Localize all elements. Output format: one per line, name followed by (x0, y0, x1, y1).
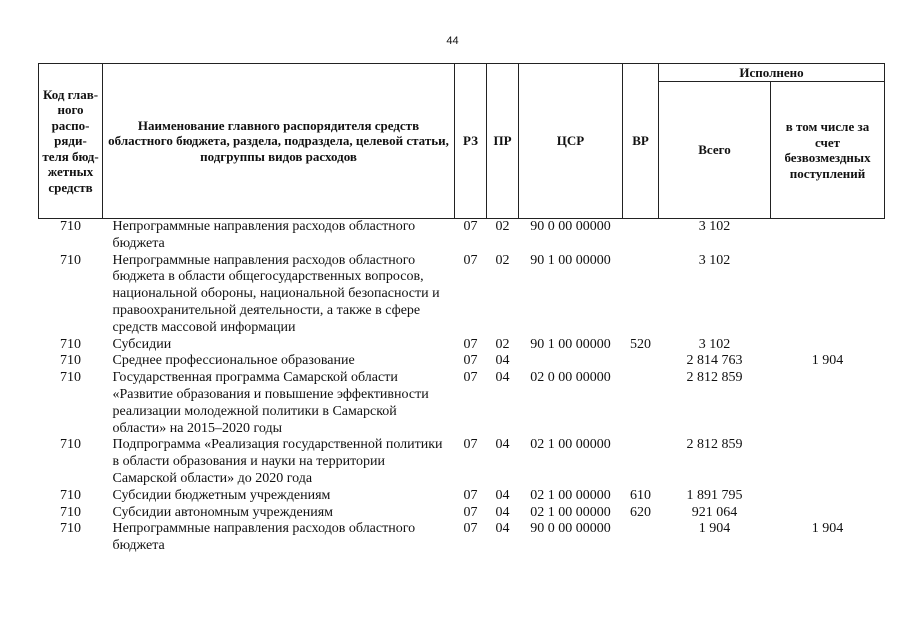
row-vr (623, 353, 659, 370)
row-pr: 04 (495, 487, 510, 503)
row-csr: 02 0 00 00000 (530, 370, 611, 386)
row-total: 3 102 (698, 219, 731, 234)
row-vr (623, 437, 659, 487)
header-total: Всего (659, 82, 771, 219)
row-rz: 07 (463, 370, 478, 386)
row-free: 1 904 (811, 521, 844, 537)
row-vr: 620 (630, 504, 651, 520)
row-code: 710 (60, 487, 81, 503)
row-name: Субсидии (112, 336, 172, 352)
table-row (39, 337, 885, 354)
row-rz: 07 (463, 219, 478, 234)
row-code: 710 (60, 437, 81, 453)
row-pr: 04 (495, 370, 510, 386)
row-free (771, 370, 885, 437)
row-total: 2 812 859 (686, 370, 743, 386)
row-name: Субсидии автономным учреждениям (112, 504, 334, 520)
row-vr: 610 (630, 487, 651, 503)
row-name: Непрограммные направления расходов областного бюджета в области общегосударственных вопросов, национальной обороны, национальной безопасности и правоохранительной деятельности, а также в сфере средств массовой информации (112, 252, 440, 335)
table-row (39, 253, 885, 337)
row-rz: 07 (463, 504, 478, 520)
header-pr: ПР (487, 64, 519, 219)
row-name: Среднее профессиональное образование (112, 353, 355, 369)
table-header (39, 64, 885, 219)
table-row (39, 505, 885, 522)
row-vr (623, 370, 659, 437)
row-code: 710 (60, 252, 81, 268)
table-row (39, 437, 885, 487)
row-free (771, 488, 885, 505)
row-rz: 07 (463, 437, 478, 453)
row-free (771, 505, 885, 522)
row-csr: 90 1 00 00000 (530, 252, 611, 268)
header-csr: ЦСР (519, 64, 623, 219)
table-row (39, 521, 885, 555)
row-name: Государственная программа Самарской области «Развитие образования и повышение эффективности реализации молодежной политики в Самарской области» на 2015–2020 годы (112, 370, 429, 436)
row-rz: 07 (463, 336, 478, 352)
row-vr (623, 521, 659, 555)
table-row (39, 488, 885, 505)
row-free (771, 219, 885, 253)
row-name: Подпрограмма «Реализация государственной политики в области образования и науки на территории Самарской области» до 2020 года (112, 437, 443, 486)
row-csr: 02 1 00 00000 (530, 487, 611, 503)
row-pr: 04 (495, 353, 510, 369)
row-total: 2 812 859 (686, 437, 743, 453)
table-body (39, 219, 885, 555)
row-csr: 02 1 00 00000 (530, 437, 611, 453)
header-vr: ВР (623, 64, 659, 219)
row-csr: 02 1 00 00000 (530, 504, 611, 520)
row-total: 921 064 (691, 504, 738, 520)
row-rz: 07 (463, 353, 478, 369)
header-code: Код глав-ного распо-ряди-теля бюд-жетных средств (39, 64, 103, 219)
row-csr: 90 1 00 00000 (530, 336, 611, 352)
page-number: 44 (446, 35, 459, 47)
row-pr: 02 (495, 336, 510, 352)
row-rz: 07 (463, 487, 478, 503)
budget-table (38, 63, 885, 555)
row-name: Непрограммные направления расходов областного бюджета (112, 521, 416, 554)
row-pr: 04 (495, 521, 510, 537)
header-executed: Исполнено (659, 64, 885, 82)
row-name: Непрограммные направления расходов областного бюджета (112, 219, 416, 251)
row-code: 710 (60, 521, 81, 537)
row-code: 710 (60, 504, 81, 520)
row-free (771, 253, 885, 337)
header-name: Наименование главного распорядителя средств областного бюджета, раздела, подраздела, целевой статьи, подгруппы видов расходов (103, 64, 455, 219)
row-free (771, 337, 885, 354)
row-total: 2 814 763 (686, 353, 743, 369)
row-vr (623, 219, 659, 253)
table-row (39, 219, 885, 253)
row-csr (519, 353, 623, 370)
row-pr: 04 (495, 504, 510, 520)
row-vr: 520 (630, 336, 651, 352)
row-code: 710 (60, 370, 81, 386)
row-vr (623, 253, 659, 337)
row-name: Субсидии бюджетным учреждениям (112, 487, 331, 503)
row-rz: 07 (463, 521, 478, 537)
row-code: 710 (60, 353, 81, 369)
row-pr: 02 (495, 252, 510, 268)
row-code: 710 (60, 336, 81, 352)
row-free (771, 437, 885, 487)
row-total: 1 904 (698, 521, 731, 537)
header-rz: РЗ (455, 64, 487, 219)
row-total: 1 891 795 (686, 487, 743, 503)
row-rz: 07 (463, 252, 478, 268)
row-free: 1 904 (811, 353, 844, 369)
row-total: 3 102 (698, 336, 731, 352)
row-total: 3 102 (698, 252, 731, 268)
row-csr: 90 0 00 00000 (530, 521, 611, 537)
table-row (39, 370, 885, 437)
row-pr: 02 (495, 219, 510, 234)
row-code: 710 (60, 219, 81, 234)
row-pr: 04 (495, 437, 510, 453)
table-row (39, 353, 885, 370)
header-free: в том числе за счет безвозмездных поступлений (771, 82, 885, 219)
row-csr: 90 0 00 00000 (530, 219, 611, 234)
